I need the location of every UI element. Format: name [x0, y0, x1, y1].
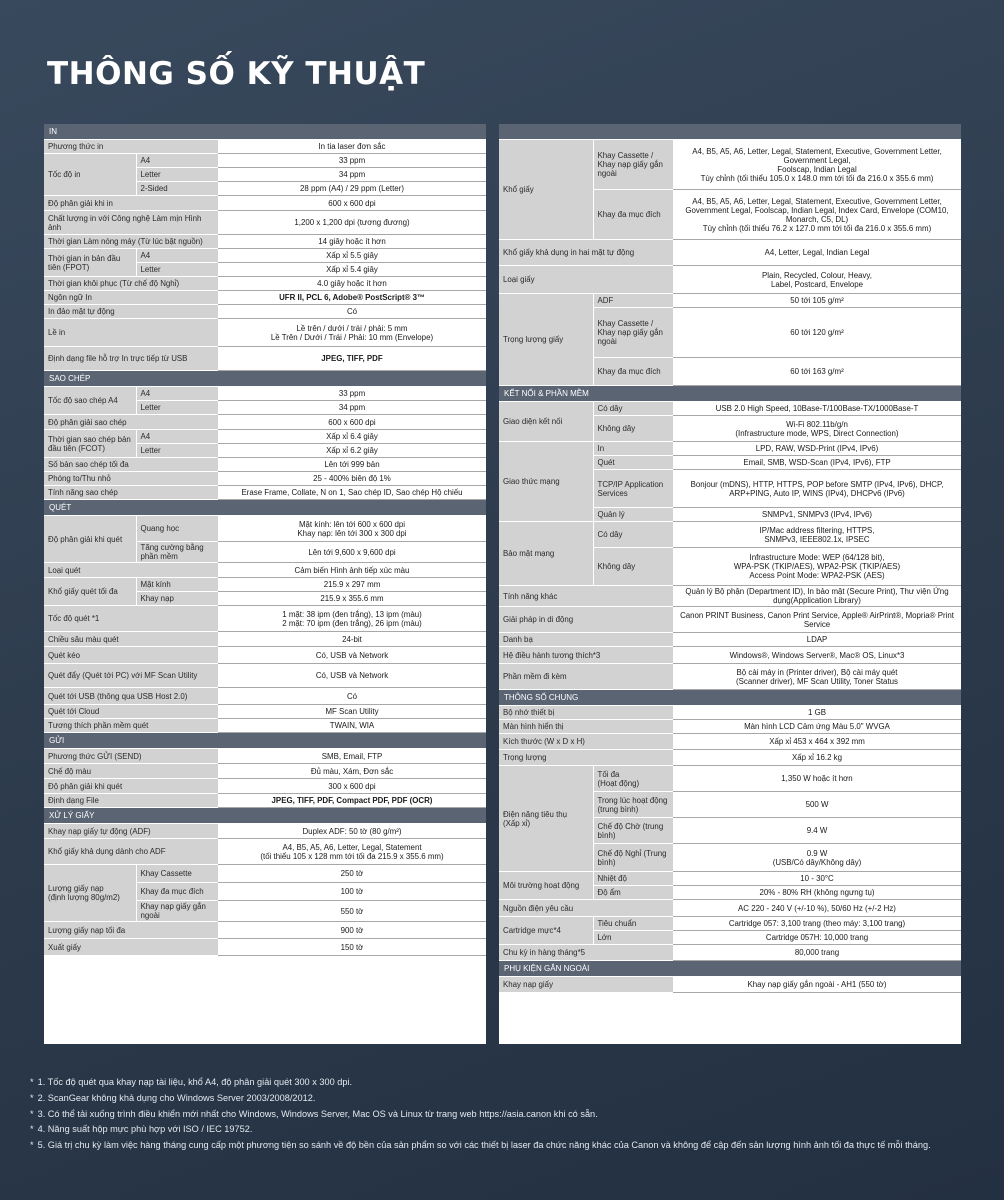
spec-value: LDAP: [673, 633, 961, 647]
spec-label: Bảo mật mạng: [499, 522, 593, 586]
spec-value: 34 ppm: [218, 168, 486, 182]
spec-label: Chất lượng in với Công nghệ Làm mịn Hình ảnh: [44, 211, 218, 235]
spec-label: Trọng lượng: [499, 750, 673, 766]
spec-label: Thời gian Làm nóng máy (Từ lúc bật nguồn): [44, 235, 218, 249]
spec-value: Xấp xỉ 453 x 464 x 392 mm: [673, 734, 961, 750]
spec-sublabel: Trong lúc hoạt động (trung bình): [593, 792, 673, 818]
spec-value: Màn hình LCD Cảm ứng Màu 5.0" WVGA: [673, 720, 961, 734]
spec-sublabel: Quét: [593, 456, 673, 470]
footnote-text: 5. Giá trị chu kỳ làm việc hàng tháng cung cấp một phương tiện so sánh về độ bền của sản phẩm so với các thiết bị laser đa chức năng khác của Canon và không để cập đến sản lượng hình ảnh tối đa thực tế mỗi tháng.: [37, 1140, 931, 1151]
footnote-text: 1. Tốc độ quét qua khay nạp tài liệu, khổ A4, độ phân giải quét 300 x 300 dpi.: [37, 1077, 353, 1087]
spec-sublabel: Khay nạp: [136, 592, 218, 606]
spec-row: [44, 430, 486, 444]
footnote-asterisk-icon: *: [30, 1140, 34, 1151]
spec-value: 150 tờ: [218, 939, 486, 956]
spec-row: [44, 415, 486, 430]
spec-value: 215.9 x 297 mm: [218, 578, 486, 592]
spec-row: [44, 140, 486, 154]
spec-row: [44, 516, 486, 542]
spec-label: Nguồn điện yêu cầu: [499, 900, 673, 917]
spec-row: [44, 277, 486, 291]
spec-label: Quét tới Cloud: [44, 705, 218, 719]
spec-sublabel: Khay Cassette / Khay nạp giấy gắn ngoài: [593, 308, 673, 358]
spec-value: Xấp xỉ 6.4 giây: [218, 430, 486, 444]
spec-value: 1 GB: [673, 706, 961, 720]
spec-row: [44, 764, 486, 779]
spec-row: [499, 720, 961, 734]
spec-row: [44, 578, 486, 592]
spec-label: Khổ giấy khả dụng dành cho ADF: [44, 839, 218, 865]
section-title: XỬ LÝ GIẤY: [44, 808, 486, 824]
section-title: GỬI: [44, 733, 486, 749]
spec-label: Khay nạp giấy tự động (ADF): [44, 824, 218, 839]
spec-table-right: [499, 124, 961, 993]
spec-value: Cartridge 057: 3,100 trang (theo máy: 3,100 trang): [673, 917, 961, 931]
spec-row: [44, 632, 486, 647]
footnote-text: 4. Năng suất hộp mực phù hợp với ISO / IEC 19752.: [37, 1124, 253, 1135]
spec-row: [499, 266, 961, 294]
spec-label: Màn hình hiển thị: [499, 720, 673, 734]
spec-panel-right: [499, 124, 961, 1044]
footnote-asterisk-icon: *: [30, 1124, 34, 1135]
spec-value: 300 x 600 dpi: [218, 779, 486, 794]
spec-row: [44, 291, 486, 305]
spec-label: Phần mềm đi kèm: [499, 664, 673, 690]
spec-value: Có, USB và Network: [218, 664, 486, 688]
spec-sublabel: Quang học: [136, 516, 218, 542]
spec-row: [499, 750, 961, 766]
spec-sublabel: Không dây: [593, 416, 673, 442]
spec-label: Giải pháp in di động: [499, 607, 673, 633]
spec-label: Độ phân giải khi quét: [44, 779, 218, 794]
spec-value: Canon PRINT Business, Canon Print Service, Apple® AirPrint®, Mopria® Print Service: [673, 607, 961, 633]
spec-row: [44, 664, 486, 688]
spec-row: [44, 839, 486, 865]
spec-value: A4, Letter, Legal, Indian Legal: [673, 240, 961, 266]
spec-value: Bộ cài máy in (Printer driver), Bộ cài máy quét (Scanner driver), MF Scan Utility, Toner Status: [673, 664, 961, 690]
section-header: [44, 733, 486, 749]
spec-label: Phóng to/Thu nhỏ: [44, 472, 218, 486]
spec-sublabel: Khay đa mục đích: [593, 358, 673, 386]
section-header: [499, 386, 961, 402]
spec-sublabel: Khay nạp giấy gắn ngoài: [136, 901, 218, 922]
spec-row: [499, 522, 961, 548]
spec-label: Ngôn ngữ In: [44, 291, 218, 305]
spec-value: SNMPv1, SNMPv3 (IPv4, IPv6): [673, 508, 961, 522]
section-title: KẾT NỐI & PHẦN MỀM: [499, 386, 961, 402]
spec-label: Giao diện kết nối: [499, 402, 593, 442]
spec-value: 60 tới 163 g/m²: [673, 358, 961, 386]
spec-panel-left: [44, 124, 486, 1044]
spec-value: Đủ màu, Xám, Đơn sắc: [218, 764, 486, 779]
spec-row: [44, 939, 486, 956]
spec-row: [44, 472, 486, 486]
spec-value: USB 2.0 High Speed, 10Base-T/100Base-TX/1000Base-T: [673, 402, 961, 416]
spec-row: [44, 347, 486, 371]
spec-label: Tính năng sao chép: [44, 486, 218, 500]
spec-label: Khổ giấy khả dụng in hai mặt tự động: [499, 240, 673, 266]
spec-value: 600 x 600 dpi: [218, 196, 486, 211]
spec-label: Loại quét: [44, 563, 218, 578]
spec-value: 500 W: [673, 792, 961, 818]
spec-value: 250 tờ: [218, 865, 486, 883]
spec-value: Infrastructure Mode: WEP (64/128 bit), WPA-PSK (TKIP/AES), WPA2-PSK (TKIP/AES) Access Point Mode: WPA2-PSK (AES): [673, 548, 961, 586]
section-title: IN: [44, 124, 486, 140]
spec-label: Điện năng tiêu thụ (Xấp xỉ): [499, 766, 593, 872]
spec-label: Quét tới USB (thông qua USB Host 2.0): [44, 688, 218, 705]
spec-label: Môi trường hoạt động: [499, 872, 593, 900]
spec-value: Plain, Recycled, Colour, Heavy, Label, Postcard, Envelope: [673, 266, 961, 294]
spec-value: A4, B5, A5, A6, Letter, Legal, Statement (tối thiểu 105 x 128 mm tới tối đa 215.9 x 355.6 mm): [218, 839, 486, 865]
spec-label: Độ phân giải khi in: [44, 196, 218, 211]
section-header: [44, 500, 486, 516]
section-title: THÔNG SỐ CHUNG: [499, 690, 961, 706]
footnote: [30, 1076, 970, 1090]
spec-row: [44, 319, 486, 347]
spec-row: [44, 563, 486, 578]
spec-label: Giao thức mạng: [499, 442, 593, 522]
spec-value: Mặt kính: lên tới 600 x 600 dpi Khay nạp: lên tới 300 x 300 dpi: [218, 516, 486, 542]
spec-row: [44, 779, 486, 794]
spec-label: Cartridge mực*4: [499, 917, 593, 945]
spec-table-left: [44, 124, 486, 956]
spec-row: [44, 196, 486, 211]
spec-value: AC 220 - 240 V (+/-10 %), 50/60 Hz (+/-2 Hz): [673, 900, 961, 917]
section-header: [44, 808, 486, 824]
spec-value: Bonjour (mDNS), HTTP, HTTPS, POP before SMTP (IPv4, IPv6), DHCP, ARP+PING, Auto IP, WINS (IPv4), DHCPv6 (IPv6): [673, 470, 961, 508]
spec-label: Chiều sâu màu quét: [44, 632, 218, 647]
spec-row: [44, 305, 486, 319]
spec-row: [499, 977, 961, 993]
spec-value: 900 tờ: [218, 922, 486, 939]
spec-value: 10 - 30°C: [673, 872, 961, 886]
spec-value: 34 ppm: [218, 401, 486, 415]
footnote: [30, 1108, 970, 1122]
spec-value: Quản lý Bộ phận (Department ID), In bảo mật (Secure Print), Thư viện Ứng dụng(Application Library): [673, 586, 961, 607]
spec-row: [44, 154, 486, 168]
spec-sublabel: Letter: [136, 263, 218, 277]
spec-label: Phương thức in: [44, 140, 218, 154]
spec-value: JPEG, TIFF, PDF: [218, 347, 486, 371]
spec-label: Quét kéo: [44, 647, 218, 664]
spec-value: 60 tới 120 g/m²: [673, 308, 961, 358]
spec-label: Hệ điều hành tương thích*3: [499, 647, 673, 664]
footnote: [30, 1139, 970, 1153]
spec-sublabel: ADF: [593, 294, 673, 308]
spec-sublabel: Chế độ Nghỉ (Trung bình): [593, 844, 673, 872]
spec-sublabel: Tối đa (Hoạt động): [593, 766, 673, 792]
spec-row: [499, 734, 961, 750]
spec-sublabel: TCP/IP Application Services: [593, 470, 673, 508]
spec-value: 0.9 W (USB/Có dây/Không dây): [673, 844, 961, 872]
spec-sublabel: Có dây: [593, 522, 673, 548]
footnote: [30, 1092, 970, 1106]
spec-value: In tia laser đơn sắc: [218, 140, 486, 154]
spec-sublabel: Letter: [136, 168, 218, 182]
spec-label: Chế độ màu: [44, 764, 218, 779]
spec-label: Kích thước (W x D x H): [499, 734, 673, 750]
spec-row: [499, 633, 961, 647]
spec-label: Định dạng File: [44, 794, 218, 808]
spec-label: Quét đẩy (Quét tới PC) với MF Scan Utility: [44, 664, 218, 688]
spec-label: Khổ giấy: [499, 140, 593, 240]
spec-value: 33 ppm: [218, 387, 486, 401]
spec-value: Erase Frame, Collate, N on 1, Sao chép ID, Sao chép Hộ chiếu: [218, 486, 486, 500]
spec-value: Có, USB và Network: [218, 647, 486, 664]
spec-value: IP/Mac address filtering, HTTPS, SNMPv3, IEEE802.1x, IPSEC: [673, 522, 961, 548]
spec-label: Độ phân giải khi quét: [44, 516, 136, 563]
spec-label: Thời gian sao chép bản đầu tiên (FCOT): [44, 430, 136, 458]
spec-value: Windows®, Windows Server®, Mac® OS, Linux*3: [673, 647, 961, 664]
spec-row: [44, 749, 486, 764]
spec-value: 80,000 trang: [673, 945, 961, 961]
spec-row: [499, 607, 961, 633]
spec-label: Khay nạp giấy: [499, 977, 673, 993]
spec-label: Số bản sao chép tối đa: [44, 458, 218, 472]
section-title: SAO CHÉP: [44, 371, 486, 387]
spec-row: [499, 872, 961, 886]
spec-value: 50 tới 105 g/m²: [673, 294, 961, 308]
spec-row: [499, 294, 961, 308]
spec-value: 33 ppm: [218, 154, 486, 168]
spec-row: [499, 917, 961, 931]
spec-value: 1,350 W hoặc ít hơn: [673, 766, 961, 792]
spec-value: Lên tới 9,600 x 9,600 dpi: [218, 542, 486, 563]
spec-value: 600 x 600 dpi: [218, 415, 486, 430]
spec-label: Tốc độ in: [44, 154, 136, 196]
spec-sublabel: In: [593, 442, 673, 456]
spec-value: 100 tờ: [218, 883, 486, 901]
section-title: PHỤ KIỆN GẮN NGOÀI: [499, 961, 961, 977]
spec-row: [44, 606, 486, 632]
spec-label: Thời gian in bản đầu tiên (FPOT): [44, 249, 136, 277]
spec-row: [499, 766, 961, 792]
spec-value: Xấp xỉ 5.4 giây: [218, 263, 486, 277]
page-title: THÔNG SỐ KỸ THUẬT: [47, 56, 426, 92]
spec-value: Wi-Fi 802.11b/g/n (Infrastructure mode, WPS, Direct Connection): [673, 416, 961, 442]
spec-value: SMB, Email, FTP: [218, 749, 486, 764]
spec-value: Khay nạp giấy gắn ngoài - AH1 (550 tờ): [673, 977, 961, 993]
spec-value: Cảm biến Hình ảnh tiếp xúc màu: [218, 563, 486, 578]
spec-label: Độ phân giải sao chép: [44, 415, 218, 430]
spec-value: 9.4 W: [673, 818, 961, 844]
spec-row: [44, 647, 486, 664]
spec-value: Xấp xỉ 5.5 giây: [218, 249, 486, 263]
spec-row: [44, 249, 486, 263]
spec-row: [499, 706, 961, 720]
spec-sublabel: Khay đa mục đích: [593, 190, 673, 240]
spec-value: JPEG, TIFF, PDF, Compact PDF, PDF (OCR): [218, 794, 486, 808]
spec-value: Cartridge 057H: 10,000 trang: [673, 931, 961, 945]
spec-label: Tính năng khác: [499, 586, 673, 607]
section-header: [499, 124, 961, 140]
spec-row: [499, 586, 961, 607]
spec-row: [499, 900, 961, 917]
spec-value: Xấp xỉ 16.2 kg: [673, 750, 961, 766]
spec-sublabel: 2-Sided: [136, 182, 218, 196]
spec-label: Trọng lượng giấy: [499, 294, 593, 386]
spec-label: Lượng giấy nạp tối đa: [44, 922, 218, 939]
spec-value: 550 tờ: [218, 901, 486, 922]
section-header: [44, 371, 486, 387]
footnote-asterisk-icon: *: [30, 1092, 34, 1103]
spec-sublabel: Khay Cassette: [136, 865, 218, 883]
spec-label: Bộ nhớ thiết bị: [499, 706, 673, 720]
spec-row: [44, 794, 486, 808]
spec-row: [44, 705, 486, 719]
section-header: [499, 961, 961, 977]
spec-value: TWAIN, WIA: [218, 719, 486, 733]
spec-label: Phương thức GỬI (SEND): [44, 749, 218, 764]
spec-label: Danh bạ: [499, 633, 673, 647]
spec-value: Lề trên / dưới / trái / phải: 5 mm Lề Trên / Dưới / Trái / Phải: 10 mm (Envelope): [218, 319, 486, 347]
spec-row: [44, 688, 486, 705]
spec-sublabel: Lớn: [593, 931, 673, 945]
spec-value: UFR II, PCL 6, Adobe® PostScript® 3™: [218, 291, 486, 305]
spec-row: [44, 387, 486, 401]
spec-label: Thời gian khôi phục (Từ chế độ Nghỉ): [44, 277, 218, 291]
spec-row: [44, 235, 486, 249]
spec-row: [44, 211, 486, 235]
spec-row: [499, 664, 961, 690]
spec-label: Tốc độ sao chép A4: [44, 387, 136, 415]
spec-value: Có: [218, 305, 486, 319]
spec-row: [44, 486, 486, 500]
spec-value: 4.0 giây hoặc ít hơn: [218, 277, 486, 291]
spec-label: Lượng giấy nạp (định lượng 80g/m2): [44, 865, 136, 922]
spec-sublabel: Khay Cassette / Khay nạp giấy gắn ngoài: [593, 140, 673, 190]
footnote-text: 2. ScanGear không khả dụng cho Windows Server 2003/2008/2012.: [37, 1092, 316, 1103]
footnote-asterisk-icon: *: [30, 1077, 34, 1087]
spec-sublabel: Độ ẩm: [593, 886, 673, 900]
spec-label: Xuất giấy: [44, 939, 218, 956]
spec-value: 24-bit: [218, 632, 486, 647]
spec-label: Tương thích phần mềm quét: [44, 719, 218, 733]
spec-row: [499, 647, 961, 664]
spec-value: 14 giây hoặc ít hơn: [218, 235, 486, 249]
spec-value: Lên tới 999 bản: [218, 458, 486, 472]
spec-value: 215.9 x 355.6 mm: [218, 592, 486, 606]
spec-label: Chu kỳ in hàng tháng*5: [499, 945, 673, 961]
spec-value: Duplex ADF: 50 tờ (80 g/m²): [218, 824, 486, 839]
spec-sublabel: A4: [136, 154, 218, 168]
section-title: [499, 124, 961, 140]
spec-value: Xấp xỉ 6.2 giây: [218, 444, 486, 458]
spec-label: Lề in: [44, 319, 218, 347]
spec-row: [499, 140, 961, 190]
spec-label: Tốc độ quét *1: [44, 606, 218, 632]
spec-value: 1,200 x 1,200 dpi (tương đương): [218, 211, 486, 235]
spec-value: 25 - 400% biên độ 1%: [218, 472, 486, 486]
spec-sublabel: Không dây: [593, 548, 673, 586]
footnote: [30, 1123, 970, 1137]
spec-label: Khổ giấy quét tối đa: [44, 578, 136, 606]
spec-value: 28 ppm (A4) / 29 ppm (Letter): [218, 182, 486, 196]
spec-value: A4, B5, A5, A6, Letter, Legal, Statement, Executive, Government Letter, Government Legal, Foolscap, Indian Legal, Index Card, Envelope (COM10, Monarch, C5, DL) Tùy chỉnh (tối thiểu 76.2 x 127.0 mm tới tối đa 216.0 x 355.6 mm): [673, 190, 961, 240]
spec-sublabel: Mặt kính: [136, 578, 218, 592]
spec-value: Có: [218, 688, 486, 705]
spec-row: [499, 945, 961, 961]
spec-label: Định dạng file hỗ trợ In trực tiếp từ USB: [44, 347, 218, 371]
footnote-asterisk-icon: *: [30, 1108, 34, 1119]
spec-sublabel: Tăng cường bằng phần mềm: [136, 542, 218, 563]
spec-row: [44, 719, 486, 733]
spec-row: [499, 402, 961, 416]
spec-sublabel: Letter: [136, 444, 218, 458]
section-header: [44, 124, 486, 140]
spec-row: [44, 458, 486, 472]
spec-sublabel: A4: [136, 430, 218, 444]
spec-sublabel: A4: [136, 249, 218, 263]
spec-sublabel: Chế độ Chờ (trung bình): [593, 818, 673, 844]
spec-value: 1 mặt: 38 ipm (đen trắng), 13 ipm (màu) 2 mặt: 70 ipm (đen trắng), 26 ipm (màu): [218, 606, 486, 632]
spec-sublabel: Tiêu chuẩn: [593, 917, 673, 931]
spec-row: [44, 865, 486, 883]
spec-value: LPD, RAW, WSD-Print (IPv4, IPv6): [673, 442, 961, 456]
spec-label: In đảo mặt tự động: [44, 305, 218, 319]
spec-row: [44, 922, 486, 939]
footnote-text: 3. Có thể tải xuống trình điều khiển mới nhất cho Windows, Windows Server, Mac OS và Linux từ trang web https://asia.canon khi có sẵn.: [37, 1108, 598, 1119]
footnotes: [30, 1076, 970, 1155]
spec-row: [499, 240, 961, 266]
spec-sublabel: Khay đa mục đích: [136, 883, 218, 901]
section-title: QUÉT: [44, 500, 486, 516]
spec-row: [499, 442, 961, 456]
spec-value: 20% - 80% RH (không ngưng tụ): [673, 886, 961, 900]
spec-value: A4, B5, A5, A6, Letter, Legal, Statement, Executive, Government Letter, Government Legal, Foolscap, Indian Legal Tùy chỉnh (tối thiểu 105.0 x 148.0 mm tới tối đa 216.0 x 355.6 mm): [673, 140, 961, 190]
spec-row: [44, 824, 486, 839]
spec-sublabel: Quản lý: [593, 508, 673, 522]
spec-sublabel: Letter: [136, 401, 218, 415]
spec-value: MF Scan Utility: [218, 705, 486, 719]
spec-sublabel: Có dây: [593, 402, 673, 416]
spec-sublabel: Nhiệt độ: [593, 872, 673, 886]
spec-sublabel: A4: [136, 387, 218, 401]
section-header: [499, 690, 961, 706]
spec-label: Loại giấy: [499, 266, 673, 294]
spec-value: Email, SMB, WSD-Scan (IPv4, IPv6), FTP: [673, 456, 961, 470]
